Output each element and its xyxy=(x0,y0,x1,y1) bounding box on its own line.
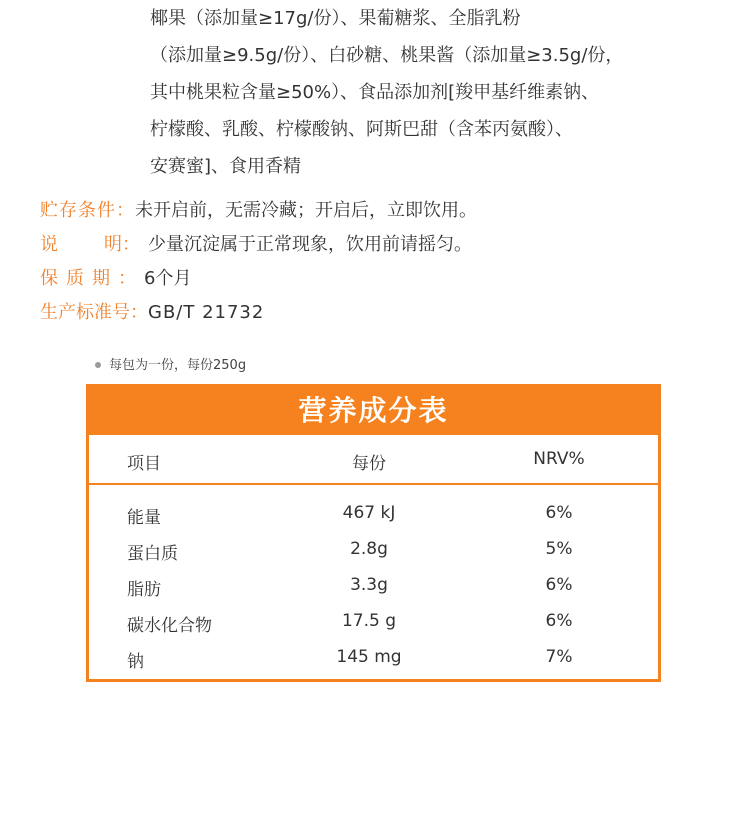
row-nrv: 6% xyxy=(545,611,573,631)
header-per-serving: 每份 xyxy=(352,454,386,474)
ingredients-line: 安赛蜜]、食用香精 xyxy=(150,156,302,177)
row-per-serving: 2.8g xyxy=(350,539,388,559)
table-row xyxy=(89,531,658,567)
serving-note-text: 每包为一份，每份250g xyxy=(109,358,247,373)
nutrition-header-row xyxy=(89,435,658,485)
table-row xyxy=(89,639,658,675)
note-label-b: 明： xyxy=(104,234,140,255)
note-label-a: 说 xyxy=(40,234,58,255)
row-nrv: 6% xyxy=(545,503,573,523)
serving-note xyxy=(95,356,246,376)
row-per-serving: 17.5 g xyxy=(341,611,397,631)
table-row xyxy=(89,567,658,603)
header-nrv: NRV% xyxy=(533,449,585,469)
ingredients-line: 柠檬酸、乳酸、柠檬酸钠、阿斯巴甜（含苯丙氨酸）、 xyxy=(150,119,573,140)
row-item: 碳水化合物 xyxy=(127,616,212,636)
bullet-icon xyxy=(95,362,101,368)
note-value: 少量沉淀属于正常现象，饮用前请摇匀。 xyxy=(148,234,472,255)
row-nrv: 7% xyxy=(545,647,573,667)
row-item: 钠 xyxy=(127,652,144,672)
production-standard xyxy=(40,296,730,330)
table-row xyxy=(89,495,658,531)
nutrition-title: 营养成分表 xyxy=(89,387,658,435)
standard-label: 生产标准号： xyxy=(40,302,148,323)
nutrition-table xyxy=(86,384,661,682)
ingredients-line: 其中桃果粒含量≥50%）、食品添加剂[羧甲基纤维素钠、 xyxy=(150,82,600,103)
note-label xyxy=(40,228,148,262)
row-per-serving: 3.3g xyxy=(350,575,388,595)
usage-note xyxy=(40,228,730,262)
storage-conditions xyxy=(40,194,730,228)
row-per-serving: 467 kJ xyxy=(342,503,396,523)
storage-value: 未开启前，无需冷藏；开启后，立即饮用。 xyxy=(135,200,477,221)
row-nrv: 5% xyxy=(545,539,573,559)
row-nrv: 6% xyxy=(545,575,573,595)
standard-value: GB/T 21732 xyxy=(148,302,265,323)
storage-label: 贮存条件： xyxy=(40,200,135,221)
ingredients-text xyxy=(150,0,730,185)
ingredients-line: 椰果（添加量≥17g/份）、果葡糖浆、全脂乳粉 xyxy=(150,8,521,29)
row-item: 能量 xyxy=(127,508,161,528)
row-per-serving: 145 mg xyxy=(336,647,402,667)
shelf-life-label: 保质期： xyxy=(40,268,144,289)
row-item: 蛋白质 xyxy=(127,544,178,564)
row-item: 脂肪 xyxy=(127,580,161,600)
shelf-life-value: 6个月 xyxy=(144,268,192,289)
header-item: 项目 xyxy=(127,454,161,474)
table-row xyxy=(89,603,658,639)
ingredients-line: （添加量≥9.5g/份）、白砂糖、桃果酱（添加量≥3.5g/份， xyxy=(150,45,624,66)
shelf-life xyxy=(40,262,730,296)
